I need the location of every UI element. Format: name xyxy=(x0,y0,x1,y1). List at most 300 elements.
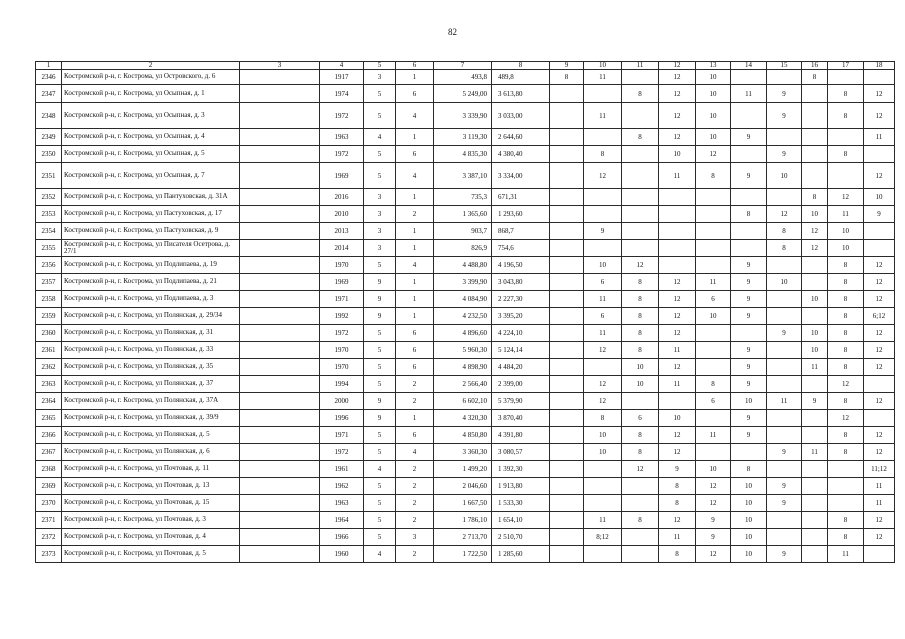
cell-column-12: 12 xyxy=(659,85,696,103)
cell-column-3 xyxy=(240,546,320,563)
cell-column-13 xyxy=(696,257,731,274)
cell-column-12: 11 xyxy=(659,376,696,393)
cell-living-area: 3 613,80 xyxy=(492,85,550,103)
cell-column-10 xyxy=(584,461,622,478)
cell-column-15 xyxy=(767,529,802,546)
column-header-5: 5 xyxy=(364,62,396,70)
cell-row-id: 2350 xyxy=(36,146,62,163)
cell-row-id: 2361 xyxy=(36,342,62,359)
cell-entrances: 6 xyxy=(396,85,434,103)
cell-living-area: 1 285,60 xyxy=(492,546,550,563)
cell-floors: 5 xyxy=(364,103,396,129)
cell-total-area: 5 249,00 xyxy=(434,85,492,103)
cell-column-17: 8 xyxy=(828,291,864,308)
cell-total-area: 2 566,40 xyxy=(434,376,492,393)
cell-column-18: 12 xyxy=(864,529,895,546)
cell-entrances: 2 xyxy=(396,546,434,563)
cell-column-9 xyxy=(550,274,584,291)
cell-column-9 xyxy=(550,129,584,146)
cell-column-3 xyxy=(240,410,320,427)
cell-row-id: 2365 xyxy=(36,410,62,427)
cell-column-3 xyxy=(240,206,320,223)
cell-column-13: 12 xyxy=(696,146,731,163)
cell-column-14: 9 xyxy=(731,129,767,146)
cell-column-16: 10 xyxy=(802,325,828,342)
cell-column-11: 8 xyxy=(622,342,659,359)
cell-column-3 xyxy=(240,427,320,444)
cell-year-built: 1972 xyxy=(320,325,364,342)
page-number: 82 xyxy=(448,27,457,37)
cell-entrances: 1 xyxy=(396,223,434,240)
cell-total-area: 4 232,50 xyxy=(434,308,492,325)
cell-total-area: 5 960,30 xyxy=(434,342,492,359)
cell-column-9 xyxy=(550,342,584,359)
cell-row-id: 2368 xyxy=(36,461,62,478)
table-row xyxy=(36,410,895,427)
column-header-9: 9 xyxy=(550,62,584,70)
cell-column-13 xyxy=(696,444,731,461)
register-table xyxy=(35,61,895,563)
cell-column-10 xyxy=(584,85,622,103)
cell-column-18: 12 xyxy=(864,342,895,359)
cell-row-id: 2372 xyxy=(36,529,62,546)
cell-total-area: 6 602,10 xyxy=(434,393,492,410)
cell-column-13 xyxy=(696,240,731,257)
table-row xyxy=(36,444,895,461)
cell-column-9 xyxy=(550,478,584,495)
cell-column-3 xyxy=(240,274,320,291)
cell-column-17: 8 xyxy=(828,359,864,376)
cell-column-13: 10 xyxy=(696,129,731,146)
cell-column-14: 9 xyxy=(731,359,767,376)
cell-column-14 xyxy=(731,223,767,240)
cell-column-15 xyxy=(767,70,802,85)
cell-column-17: 8 xyxy=(828,342,864,359)
cell-column-3 xyxy=(240,342,320,359)
cell-column-18 xyxy=(864,70,895,85)
cell-column-12 xyxy=(659,240,696,257)
table-row xyxy=(36,529,895,546)
cell-column-11 xyxy=(622,393,659,410)
cell-column-18: 6;12 xyxy=(864,308,895,325)
cell-year-built: 1971 xyxy=(320,291,364,308)
cell-column-15: 12 xyxy=(767,206,802,223)
cell-column-11 xyxy=(622,163,659,189)
cell-column-14: 9 xyxy=(731,163,767,189)
cell-total-area: 4 898,90 xyxy=(434,359,492,376)
table-row xyxy=(36,257,895,274)
cell-column-9 xyxy=(550,393,584,410)
cell-column-9 xyxy=(550,163,584,189)
cell-floors: 3 xyxy=(364,189,396,206)
cell-entrances: 1 xyxy=(396,410,434,427)
cell-column-9 xyxy=(550,359,584,376)
cell-column-11 xyxy=(622,529,659,546)
cell-living-area: 4 391,80 xyxy=(492,427,550,444)
cell-column-15: 9 xyxy=(767,146,802,163)
cell-column-18 xyxy=(864,410,895,427)
cell-column-12 xyxy=(659,223,696,240)
cell-column-13: 6 xyxy=(696,393,731,410)
table-row xyxy=(36,274,895,291)
cell-year-built: 1996 xyxy=(320,410,364,427)
cell-column-13: 12 xyxy=(696,495,731,512)
cell-column-16: 10 xyxy=(802,342,828,359)
cell-row-id: 2371 xyxy=(36,512,62,529)
cell-column-9 xyxy=(550,376,584,393)
cell-column-15: 8 xyxy=(767,223,802,240)
cell-column-3 xyxy=(240,478,320,495)
cell-column-17: 10 xyxy=(828,223,864,240)
cell-year-built: 1964 xyxy=(320,512,364,529)
cell-column-13: 10 xyxy=(696,103,731,129)
cell-column-10: 11 xyxy=(584,103,622,129)
cell-column-17: 12 xyxy=(828,410,864,427)
cell-column-12: 10 xyxy=(659,410,696,427)
cell-column-16: 10 xyxy=(802,206,828,223)
cell-address: Костромской р-н, г. Кострома, ул Полянская, д. 33 xyxy=(62,342,240,359)
cell-column-10 xyxy=(584,189,622,206)
cell-year-built: 1971 xyxy=(320,427,364,444)
cell-living-area: 4 484,20 xyxy=(492,359,550,376)
cell-year-built: 1962 xyxy=(320,478,364,495)
cell-row-id: 2346 xyxy=(36,70,62,85)
cell-column-18: 12 xyxy=(864,257,895,274)
cell-entrances: 1 xyxy=(396,308,434,325)
cell-column-10: 8;12 xyxy=(584,529,622,546)
cell-column-18: 12 xyxy=(864,325,895,342)
cell-entrances: 6 xyxy=(396,146,434,163)
cell-living-area: 4 196,50 xyxy=(492,257,550,274)
cell-column-16 xyxy=(802,85,828,103)
cell-living-area: 3 033,00 xyxy=(492,103,550,129)
cell-year-built: 1970 xyxy=(320,257,364,274)
cell-total-area: 826,9 xyxy=(434,240,492,257)
cell-column-17: 11 xyxy=(828,206,864,223)
cell-column-10 xyxy=(584,359,622,376)
cell-row-id: 2351 xyxy=(36,163,62,189)
cell-column-17 xyxy=(828,70,864,85)
cell-total-area: 4 320,30 xyxy=(434,410,492,427)
cell-column-11: 8 xyxy=(622,291,659,308)
cell-row-id: 2355 xyxy=(36,240,62,257)
cell-address: Костромской р-н, г. Кострома, ул Подлипаева, д. 21 xyxy=(62,274,240,291)
cell-total-area: 3 339,90 xyxy=(434,103,492,129)
cell-address: Костромской р-н, г. Кострома, ул Полянская, д. 29/34 xyxy=(62,308,240,325)
cell-column-9 xyxy=(550,223,584,240)
cell-column-17: 8 xyxy=(828,529,864,546)
cell-year-built: 2013 xyxy=(320,223,364,240)
cell-total-area: 4 896,60 xyxy=(434,325,492,342)
cell-column-12 xyxy=(659,393,696,410)
cell-column-18: 12 xyxy=(864,359,895,376)
cell-total-area: 2 046,60 xyxy=(434,478,492,495)
cell-column-10 xyxy=(584,129,622,146)
cell-column-15 xyxy=(767,342,802,359)
cell-column-11: 8 xyxy=(622,129,659,146)
cell-column-18 xyxy=(864,240,895,257)
cell-column-17 xyxy=(828,461,864,478)
cell-column-10: 11 xyxy=(584,512,622,529)
cell-column-12: 12 xyxy=(659,274,696,291)
cell-floors: 5 xyxy=(364,512,396,529)
cell-column-18: 11;12 xyxy=(864,461,895,478)
cell-column-10 xyxy=(584,206,622,223)
cell-entrances: 2 xyxy=(396,206,434,223)
cell-address: Костромской р-н, г. Кострома, ул Осыпная, д. 3 xyxy=(62,103,240,129)
cell-column-15: 8 xyxy=(767,240,802,257)
cell-column-15: 9 xyxy=(767,444,802,461)
cell-column-16: 9 xyxy=(802,393,828,410)
cell-column-16: 10 xyxy=(802,291,828,308)
cell-column-10: 6 xyxy=(584,274,622,291)
cell-column-16 xyxy=(802,146,828,163)
cell-column-14: 11 xyxy=(731,85,767,103)
cell-total-area: 493,8 xyxy=(434,70,492,85)
cell-column-3 xyxy=(240,359,320,376)
cell-column-11: 8 xyxy=(622,427,659,444)
column-header-7: 7 xyxy=(434,62,492,70)
cell-column-12: 8 xyxy=(659,478,696,495)
cell-living-area: 2 644,60 xyxy=(492,129,550,146)
cell-address: Костромской р-н, г. Кострома, ул Островского, д. 6 xyxy=(62,70,240,85)
cell-living-area: 489,8 xyxy=(492,70,550,85)
cell-column-17: 8 xyxy=(828,146,864,163)
cell-column-17: 8 xyxy=(828,85,864,103)
cell-floors: 4 xyxy=(364,461,396,478)
cell-column-15 xyxy=(767,512,802,529)
cell-row-id: 2367 xyxy=(36,444,62,461)
cell-address: Костромской р-н, г. Кострома, ул Полянская, д. 6 xyxy=(62,444,240,461)
cell-column-9 xyxy=(550,410,584,427)
column-header-12: 12 xyxy=(659,62,696,70)
cell-column-15: 9 xyxy=(767,546,802,563)
cell-year-built: 1960 xyxy=(320,546,364,563)
table-row xyxy=(36,291,895,308)
column-header-3: 3 xyxy=(240,62,320,70)
cell-column-13: 8 xyxy=(696,163,731,189)
column-header-2: 2 xyxy=(62,62,240,70)
cell-column-16 xyxy=(802,308,828,325)
cell-row-id: 2366 xyxy=(36,427,62,444)
cell-column-14: 9 xyxy=(731,291,767,308)
cell-total-area: 4 835,30 xyxy=(434,146,492,163)
cell-column-11: 10 xyxy=(622,376,659,393)
table-body xyxy=(36,70,895,563)
cell-floors: 3 xyxy=(364,70,396,85)
column-header-8: 8 xyxy=(492,62,550,70)
cell-year-built: 1969 xyxy=(320,163,364,189)
cell-column-12: 12 xyxy=(659,325,696,342)
cell-column-11 xyxy=(622,478,659,495)
cell-entrances: 2 xyxy=(396,478,434,495)
cell-row-id: 2369 xyxy=(36,478,62,495)
table-row xyxy=(36,478,895,495)
cell-floors: 5 xyxy=(364,444,396,461)
cell-column-16: 12 xyxy=(802,223,828,240)
cell-column-18: 11 xyxy=(864,495,895,512)
cell-column-14: 10 xyxy=(731,393,767,410)
cell-entrances: 2 xyxy=(396,512,434,529)
column-header-15: 15 xyxy=(767,62,802,70)
cell-column-10: 11 xyxy=(584,70,622,85)
cell-floors: 5 xyxy=(364,529,396,546)
column-header-11: 11 xyxy=(622,62,659,70)
cell-year-built: 1963 xyxy=(320,129,364,146)
cell-entrances: 6 xyxy=(396,359,434,376)
cell-address: Костромской р-н, г. Кострома, ул Подлипаева, д. 19 xyxy=(62,257,240,274)
cell-column-15: 9 xyxy=(767,478,802,495)
cell-row-id: 2347 xyxy=(36,85,62,103)
cell-floors: 3 xyxy=(364,240,396,257)
cell-entrances: 2 xyxy=(396,376,434,393)
cell-column-10 xyxy=(584,546,622,563)
cell-floors: 5 xyxy=(364,359,396,376)
cell-column-17: 10 xyxy=(828,240,864,257)
cell-year-built: 1972 xyxy=(320,103,364,129)
cell-column-16 xyxy=(802,512,828,529)
cell-column-15 xyxy=(767,359,802,376)
cell-column-17: 8 xyxy=(828,427,864,444)
header-row xyxy=(36,62,895,70)
cell-column-13: 9 xyxy=(696,512,731,529)
cell-total-area: 1 499,20 xyxy=(434,461,492,478)
cell-entrances: 2 xyxy=(396,495,434,512)
cell-total-area: 4 084,90 xyxy=(434,291,492,308)
cell-column-17: 8 xyxy=(828,325,864,342)
cell-column-13: 10 xyxy=(696,70,731,85)
cell-row-id: 2364 xyxy=(36,393,62,410)
cell-row-id: 2354 xyxy=(36,223,62,240)
cell-column-11: 8 xyxy=(622,308,659,325)
cell-row-id: 2352 xyxy=(36,189,62,206)
cell-column-13: 10 xyxy=(696,85,731,103)
cell-column-11 xyxy=(622,189,659,206)
cell-address: Костромской р-н, г. Кострома, ул Почтовая, д. 13 xyxy=(62,478,240,495)
cell-column-10: 10 xyxy=(584,257,622,274)
cell-column-12: 12 xyxy=(659,427,696,444)
cell-column-12: 11 xyxy=(659,163,696,189)
column-header-18: 18 xyxy=(864,62,895,70)
cell-column-13: 6 xyxy=(696,291,731,308)
cell-column-16 xyxy=(802,376,828,393)
cell-column-18: 9 xyxy=(864,206,895,223)
cell-column-11 xyxy=(622,70,659,85)
cell-column-9 xyxy=(550,325,584,342)
cell-column-15: 10 xyxy=(767,274,802,291)
cell-floors: 3 xyxy=(364,206,396,223)
cell-column-15: 9 xyxy=(767,495,802,512)
cell-column-13 xyxy=(696,410,731,427)
cell-total-area: 903,7 xyxy=(434,223,492,240)
table-row xyxy=(36,512,895,529)
cell-column-3 xyxy=(240,257,320,274)
cell-entrances: 1 xyxy=(396,274,434,291)
cell-column-13: 8 xyxy=(696,376,731,393)
cell-floors: 5 xyxy=(364,85,396,103)
cell-column-11: 8 xyxy=(622,444,659,461)
cell-year-built: 1974 xyxy=(320,85,364,103)
cell-address: Костромской р-н, г. Кострома, ул Полянская, д. 37 xyxy=(62,376,240,393)
cell-column-9 xyxy=(550,444,584,461)
cell-column-12: 12 xyxy=(659,512,696,529)
cell-column-18: 11 xyxy=(864,129,895,146)
cell-column-14: 9 xyxy=(731,257,767,274)
cell-address: Костромской р-н, г. Кострома, ул Почтовая, д. 4 xyxy=(62,529,240,546)
cell-living-area: 2 227,30 xyxy=(492,291,550,308)
cell-total-area: 1 667,50 xyxy=(434,495,492,512)
cell-column-14 xyxy=(731,444,767,461)
cell-column-14 xyxy=(731,146,767,163)
cell-column-13 xyxy=(696,342,731,359)
cell-column-3 xyxy=(240,393,320,410)
cell-floors: 5 xyxy=(364,146,396,163)
cell-column-17: 8 xyxy=(828,512,864,529)
table-row xyxy=(36,308,895,325)
table-row xyxy=(36,325,895,342)
cell-total-area: 3 119,30 xyxy=(434,129,492,146)
table-row xyxy=(36,240,895,257)
column-header-17: 17 xyxy=(828,62,864,70)
cell-column-14: 10 xyxy=(731,512,767,529)
cell-column-10: 8 xyxy=(584,410,622,427)
cell-column-15: 9 xyxy=(767,103,802,129)
cell-column-16: 12 xyxy=(802,240,828,257)
cell-address: Костромской р-н, г. Кострома, ул Полянская, д. 31 xyxy=(62,325,240,342)
cell-column-9 xyxy=(550,206,584,223)
cell-column-18: 10 xyxy=(864,189,895,206)
cell-column-14: 10 xyxy=(731,478,767,495)
cell-row-id: 2348 xyxy=(36,103,62,129)
cell-column-18 xyxy=(864,223,895,240)
cell-column-14: 9 xyxy=(731,342,767,359)
cell-column-12: 12 xyxy=(659,70,696,85)
cell-column-12: 8 xyxy=(659,495,696,512)
table-row xyxy=(36,129,895,146)
cell-column-18: 12 xyxy=(864,427,895,444)
cell-address: Костромской р-н, г. Кострома, ул Полянская, д. 35 xyxy=(62,359,240,376)
cell-column-3 xyxy=(240,461,320,478)
cell-row-id: 2373 xyxy=(36,546,62,563)
cell-entrances: 4 xyxy=(396,257,434,274)
column-header-6: 6 xyxy=(396,62,434,70)
cell-address: Костромской р-н, г. Кострома, ул Пантуховская, д. 31А xyxy=(62,189,240,206)
cell-column-13 xyxy=(696,189,731,206)
cell-total-area: 4 488,80 xyxy=(434,257,492,274)
cell-column-12: 12 xyxy=(659,129,696,146)
cell-row-id: 2360 xyxy=(36,325,62,342)
table-row xyxy=(36,70,895,85)
cell-column-14 xyxy=(731,325,767,342)
cell-column-18: 12 xyxy=(864,274,895,291)
cell-column-10: 11 xyxy=(584,291,622,308)
cell-column-15 xyxy=(767,376,802,393)
cell-column-12: 8 xyxy=(659,546,696,563)
cell-living-area: 671,31 xyxy=(492,189,550,206)
cell-column-3 xyxy=(240,495,320,512)
cell-entrances: 1 xyxy=(396,129,434,146)
cell-column-13: 9 xyxy=(696,529,731,546)
cell-column-16 xyxy=(802,274,828,291)
cell-column-3 xyxy=(240,325,320,342)
table-row xyxy=(36,85,895,103)
cell-column-10: 11 xyxy=(584,325,622,342)
cell-column-17 xyxy=(828,163,864,189)
cell-column-3 xyxy=(240,103,320,129)
cell-floors: 9 xyxy=(364,393,396,410)
cell-column-9 xyxy=(550,512,584,529)
cell-total-area: 3 399,90 xyxy=(434,274,492,291)
